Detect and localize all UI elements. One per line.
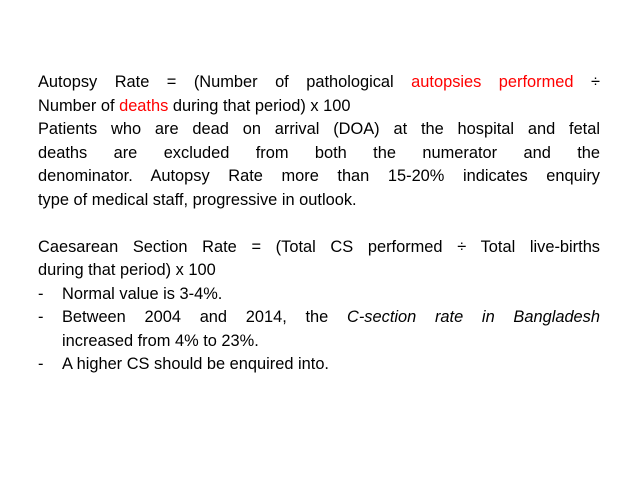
autopsy-formula-prefix: Autopsy Rate = (Number of pathological	[38, 73, 412, 91]
autopsy-deaths-prefix: Number of	[38, 96, 120, 115]
caesarean-formula-line-2: during that period) x 100	[38, 261, 216, 279]
bullet-dash: -	[38, 284, 44, 303]
autopsy-para-line: Patients who are dead on arrival (DOA) at the hospital and fetal	[38, 120, 600, 138]
section-spacer	[38, 212, 600, 236]
bullet-between-prefix: Between 2004 and 2014, the	[62, 308, 348, 326]
bullet-higher-cs	[38, 353, 600, 377]
autopsy-formula-line-2	[38, 95, 600, 119]
caesarean-formula-prefix: Caesarean Section Rate = (Total CS performed	[38, 237, 443, 256]
autopsy-para-line: denominator. Autopsy Rate more than 15-20% indicates enquiry	[38, 167, 600, 185]
bullet-normal-value	[38, 283, 600, 307]
bullet-dash: -	[38, 355, 44, 373]
autopsy-para-line: type of medical staff, progressive in outlook.	[38, 190, 357, 209]
bullet-between-line-2: increased from 4% to 23%.	[62, 331, 259, 350]
caesarean-formula-suffix: Total live-births	[480, 237, 601, 256]
caesarean-formula-line-1	[38, 236, 600, 260]
autopsy-formula-highlight: autopsies performed	[411, 73, 574, 91]
caesarean-division-sign: ÷	[457, 237, 467, 256]
autopsy-formula-line-1	[38, 71, 600, 95]
bullet-between-years	[38, 306, 600, 353]
bullet-between-italic: C-section rate in Bangladesh	[347, 308, 600, 326]
slide-body	[38, 71, 600, 377]
bullet-dash: -	[38, 308, 44, 326]
autopsy-deaths-highlight: deaths	[119, 96, 169, 115]
autopsy-division-sign: ÷	[591, 73, 600, 91]
bullet-between-line-1	[62, 306, 600, 330]
autopsy-deaths-suffix: during that period) x 100	[168, 96, 351, 115]
bullet-higher-text: A higher CS should be enquired into.	[62, 355, 329, 373]
autopsy-para-line: deaths are excluded from both the numerator and the	[38, 143, 600, 162]
bullet-normal-text: Normal value is 3-4%.	[62, 284, 223, 303]
